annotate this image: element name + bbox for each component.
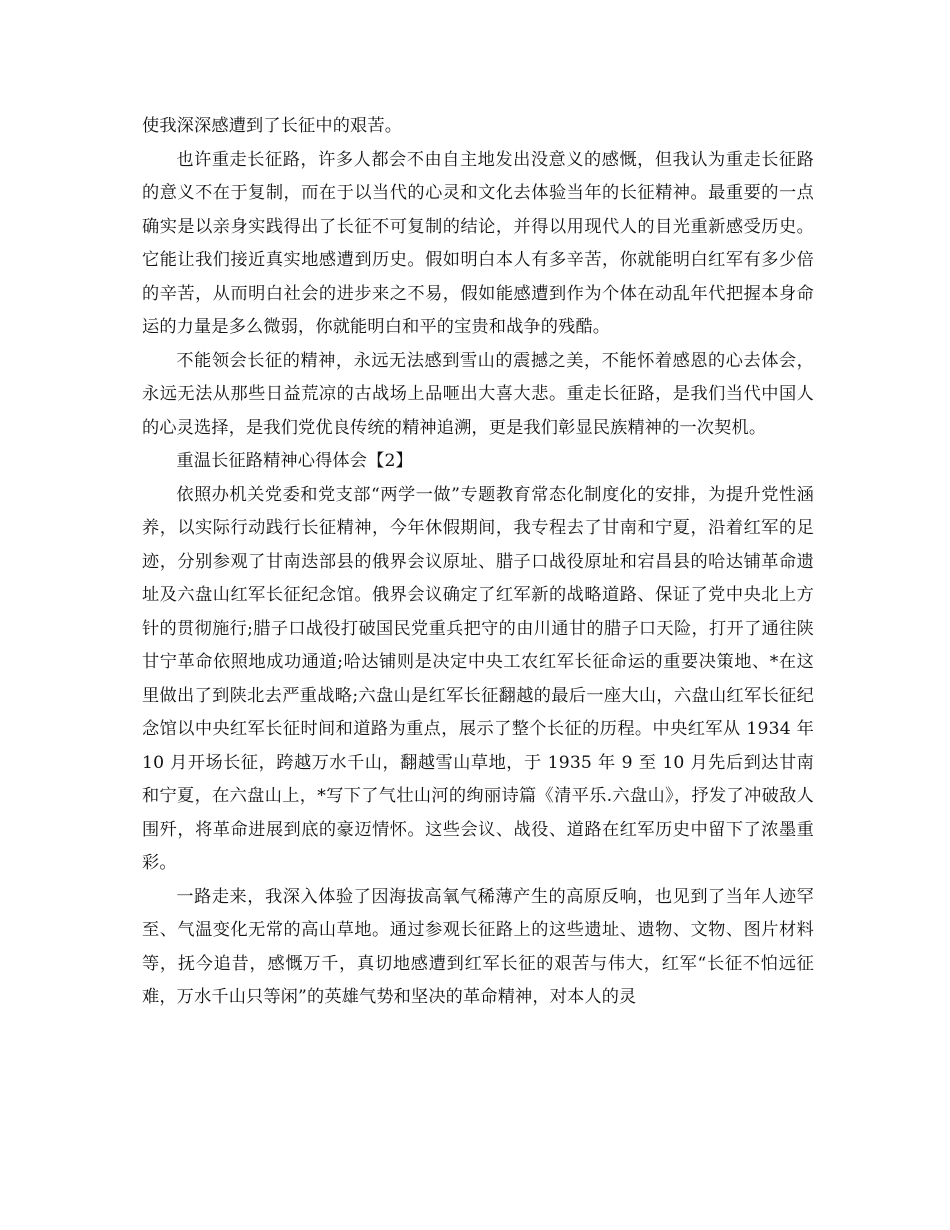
paragraph-reflection: 一路走来，我深入体验了因海拔高氧气稀薄产生的高原反响，也见到了当年人迹罕至、气温变化无常的高山草地。通过参观长征路上的这些遗址、遗物、文物、图片材料等，抚今追昔，感慨万千，真切地感遭到红军长征的艰苦与伟大，红军“长征不怕远征难，万水千山只等闲”的英雄气势和坚决的革命精神，对本人的灵 [142,886,814,1007]
paragraph-significance: 也许重走长征路，许多人都会不由自主地发出没意义的感慨，但我认为重走长征路的意义不在于复制，而在于以当代的心灵和文化去体验当年的长征精神。最重要的一点确实是以亲身实践得出了长征不可复制的结论，并得以用现代人的目光重新感受历史。它能让我们接近真实地感遭到历史。假如明白本人有多辛苦，你就能明白红军有多少倍的辛苦，从而明白社会的进步来之不易，假如能感遭到作为个体在动乱年代把握本身命运的力量是多么微弱，你就能明白和平的宝贵和战争的残酷。 [142,149,814,337]
paragraph-visit-history: 依照办机关党委和党支部“两学一做”专题教育常态化制度化的安排，为提升党性涵养，以实际行动践行长征精神，今年休假期间，我专程去了甘南和宁夏，沿着红军的足迹，分别参观了甘南迭部县的俄界会议原址、腊子口战役原址和宕昌县的哈达铺革命遗址及六盘山红军长征纪念馆。俄界会议确定了红军新的战略道路、保证了党中央北上方针的贯彻施行;腊子口战役打破国民党重兵把守的由川通甘的腊子口天险，打开了通往陕甘宁革命依照地成功通道;哈达铺则是决定中央工农红军长征命运的重要决策地、*在这里做出了到陕北去严重战略;六盘山是红军长征翻越的最后一座大山，六盘山红军长征纪念馆以中央红军长征时间和道路为重点，展示了整个长征的历程。中央红军从 1934 年 10 月开场长征，跨越万水千山，翻越雪山草地，于 1935 年 9 至 10 月先后到达甘南和宁夏，在六盘山上，*写下了气壮山河的绚丽诗篇《清平乐.六盘山》，抒发了冲破敌人围歼，将革命进展到底的豪迈情怀。这些会议、战役、道路在红军历史中留下了浓墨重彩。 [142,484,814,873]
section-heading: 重温长征路精神心得体会【2】 [176,451,413,471]
document-body [142,110,814,1015]
paragraph-continuation: 使我深深感遭到了长征中的艰苦。 [142,116,403,136]
paragraph-spirit: 不能领会长征的精神，永远无法感到雪山的震撼之美，不能怀着感恩的心去体会，永远无法从那些日益荒凉的古战场上品咂出大喜大悲。重走长征路，是我们当代中国人的心灵选择，是我们党优良传统的精神追溯，更是我们彰显民族精神的一次契机。 [142,350,814,438]
